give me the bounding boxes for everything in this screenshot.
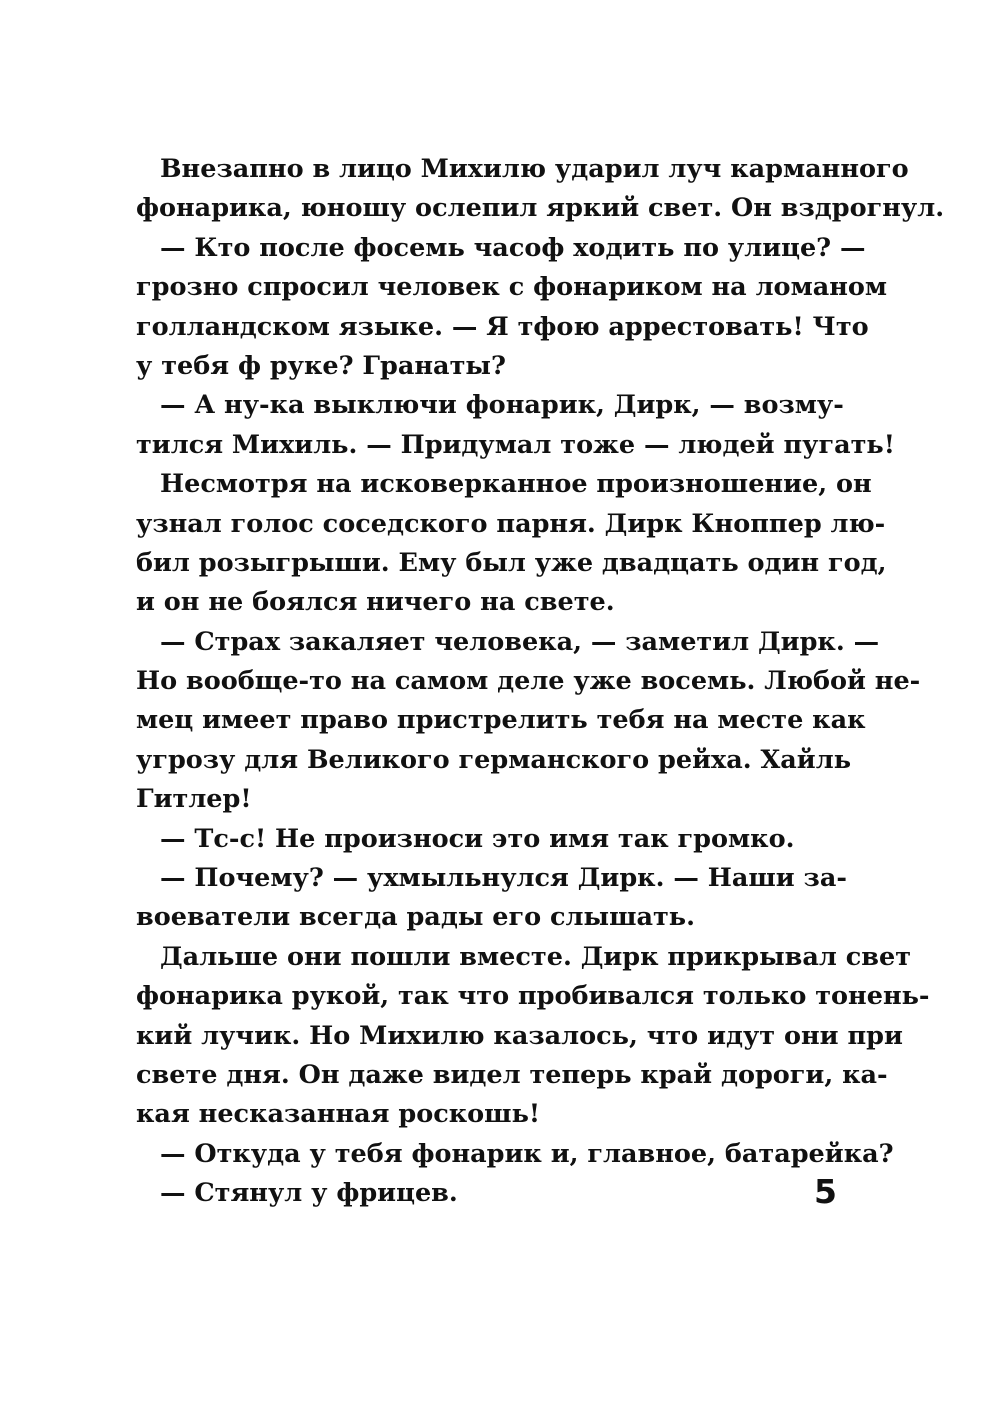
text-line: бил розыгрыши. Ему был уже двадцать один год,	[136, 547, 887, 578]
text-line: Гитлер!	[136, 784, 252, 815]
text-line: свете дня. Он даже видел теперь край дороги, ка-	[136, 1059, 888, 1090]
text-line: угрозу для Великого германского рейха. Хайль	[136, 744, 851, 775]
text-line: кая несказанная роскошь!	[136, 1099, 541, 1130]
text-line: — Стянул у фрицев.	[160, 1178, 458, 1209]
page-number: 5	[814, 1172, 837, 1211]
text-line: Несмотря на исковерканное произношение, он	[160, 469, 872, 500]
text-line: тился Михиль. — Придумал тоже — людей пугать!	[136, 429, 895, 460]
text-line: — Кто после фосемь часоф ходить по улице? —	[160, 232, 866, 263]
text-line: фонарика рукой, так что пробивался только тонень-	[136, 981, 930, 1012]
text-line: воеватели всегда рады его слышать.	[136, 902, 695, 933]
text-line: — А ну-ка выключи фонарик, Дирк, — возму-	[160, 390, 844, 421]
text-line: — Страх закаляет человека, — заметил Дирк. —	[160, 626, 880, 657]
text-line: кий лучик. Но Михилю казалось, что идут они при	[136, 1020, 903, 1051]
text-line: — Почему? — ухмыльнулся Дирк. — Наши за-	[160, 863, 847, 894]
text-line: Но вообще-то на самом деле уже восемь. Любой не-	[136, 666, 921, 697]
text-line: — Откуда у тебя фонарик и, главное, батарейка?	[160, 1138, 894, 1169]
text-line: и он не боялся ничего на свете.	[136, 587, 615, 618]
text-line: узнал голос соседского парня. Дирк Кноппер лю-	[136, 508, 886, 539]
text-line: голландском языке. — Я тфою аррестовать! Что	[136, 311, 869, 342]
text-line: — Тс-с! Не произноси это имя так громко.	[160, 823, 795, 854]
text-line: грозно спросил человек с фонариком на ломаном	[136, 272, 888, 303]
text-line: фонарика, юношу ослепил яркий свет. Он вздрогнул.	[136, 193, 945, 224]
text-line: у тебя ф руке? Гранаты?	[136, 350, 506, 381]
book-page-text	[136, 150, 945, 1214]
text-line: Внезапно в лицо Михилю ударил луч карманного	[160, 154, 909, 184]
text-line: Дальше они пошли вместе. Дирк прикрывал свет	[160, 941, 911, 972]
text-line: мец имеет право пристрелить тебя на месте как	[136, 705, 866, 736]
